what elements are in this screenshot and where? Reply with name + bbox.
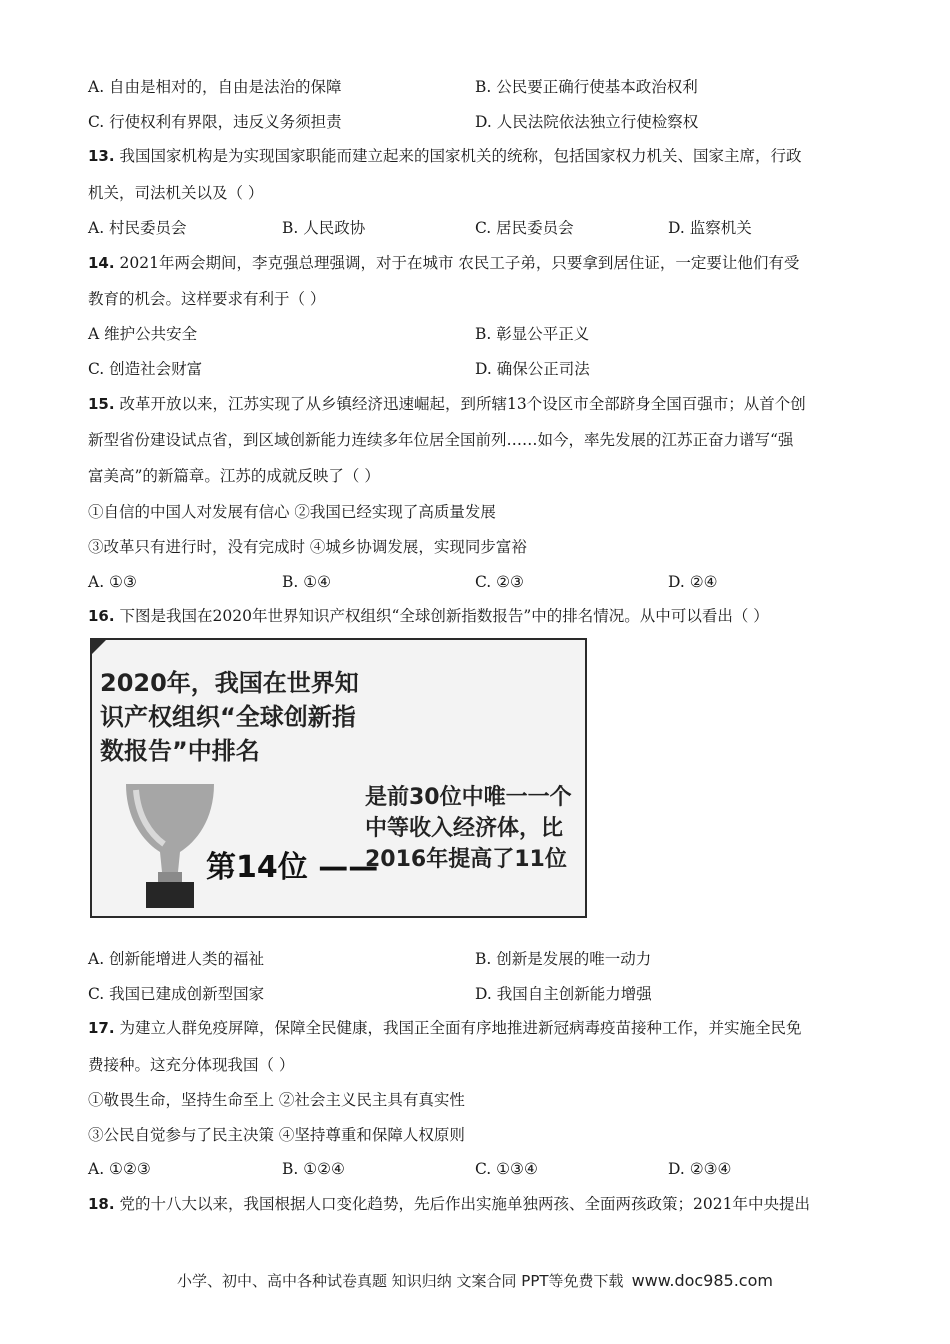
q17-stem-line1 <box>88 1018 802 1038</box>
q15-number: 15. <box>88 395 115 413</box>
trophy-icon <box>122 780 218 910</box>
q16-number: 16. <box>88 607 115 625</box>
q18-stem-line1 <box>88 1194 810 1214</box>
figure-title: 2020年，我国在世界知识产权组织“全球创新指数报告”中排名 <box>100 669 359 765</box>
q17-option-a: A. ①②③ <box>88 1160 151 1178</box>
footer-text: 小学、初中、高中各种试卷真题 知识归纳 文案合同 PPT等免费下载 <box>177 1272 624 1290</box>
q13-option-a: A. 村民委员会 <box>88 219 187 237</box>
q13-option-c: C. 居民委员会 <box>475 219 574 237</box>
q15-statements-1: ①自信的中国人对发展有信心 ②我国已经实现了高质量发展 <box>88 503 496 521</box>
q17-option-d: D. ②③④ <box>668 1160 732 1178</box>
q15-stem-text: 改革开放以来，江苏实现了从乡镇经济迅速崛起，到所辖13个设区市全部跻身全国百强市；从首个创 <box>119 395 806 413</box>
q18-number: 18. <box>88 1195 115 1213</box>
q16-stem-line1 <box>88 606 769 626</box>
q17-stem-text: 为建立人群免疫屏障，保障全民健康，我国正全面有序地推进新冠病毒疫苗接种工作，并实施全民免 <box>119 1019 802 1037</box>
figure-note: 是前30位中唯一一个中等收入经济体，比2016年提高了11位 <box>365 785 572 872</box>
q14-option-a: A 维护公共安全 <box>88 325 198 343</box>
q16-stem-text: 下图是我国在2020年世界知识产权组织“全球创新指数报告”中的排名情况。从中可以看出（ ） <box>119 607 769 625</box>
q12-option-c: C. 行使权利有界限，违反义务须担责 <box>88 113 342 131</box>
q13-stem-line1 <box>88 146 802 166</box>
q15-stem-line2: 新型省份建设试点省，到区域创新能力连续多年位居全国前列……如今，率先发展的江苏正奋力谱写“强 <box>88 431 794 449</box>
q18-stem-text: 党的十八大以来，我国根据人口变化趋势，先后作出实施单独两孩、全面两孩政策；2021年中央提出 <box>119 1195 810 1213</box>
q15-stem-line3: 富美高”的新篇章。江苏的成就反映了（ ） <box>88 467 380 485</box>
q16-option-d: D. 我国自主创新能力增强 <box>475 985 652 1003</box>
q14-stem-line2: 教育的机会。这样要求有利于（ ） <box>88 290 326 308</box>
q13-number: 13. <box>88 147 115 165</box>
q14-option-b: B. 彰显公平正义 <box>475 325 590 343</box>
q12-option-a: A. 自由是相对的，自由是法治的保障 <box>88 78 342 96</box>
q16-option-c: C. 我国已建成创新型国家 <box>88 985 265 1003</box>
q17-stem-line2: 费接种。这充分体现我国（ ） <box>88 1056 295 1074</box>
q14-option-c: C. 创造社会财富 <box>88 360 203 378</box>
q15-statements-2: ③改革只有进行时，没有完成时 ④城乡协调发展，实现同步富裕 <box>88 538 527 556</box>
q16-option-a: A. 创新能增进人类的福祉 <box>88 950 265 968</box>
q15-stem-line1 <box>88 394 806 414</box>
page-footer <box>0 1270 950 1291</box>
q13-option-b: B. 人民政协 <box>282 219 366 237</box>
q13-option-d: D. 监察机关 <box>668 219 752 237</box>
q17-statements-2: ③公民自觉参与了民主决策 ④坚持尊重和保障人权原则 <box>88 1126 465 1144</box>
q15-option-c: C. ②③ <box>475 573 524 591</box>
q14-stem-text: 2021年两会期间，李克强总理强调，对于在城市 农民工子弟，只要拿到居住证，一定要让他们有受 <box>119 254 800 272</box>
q17-option-c: C. ①③④ <box>475 1160 538 1178</box>
q14-number: 14. <box>88 254 115 272</box>
q17-option-b: B. ①②④ <box>282 1160 345 1178</box>
footer-site-link[interactable]: www.doc985.com <box>631 1271 773 1290</box>
q17-statements-1: ①敬畏生命，坚持生命至上 ②社会主义民主具有真实性 <box>88 1091 465 1109</box>
figure-corner-mark <box>92 640 106 654</box>
q13-stem-line2: 机关，司法机关以及（ ） <box>88 184 264 202</box>
q15-option-b: B. ①④ <box>282 573 332 591</box>
q16-option-b: B. 创新是发展的唯一动力 <box>475 950 652 968</box>
q14-option-d: D. 确保公正司法 <box>475 360 590 378</box>
figure-rank: 第14位 —— <box>206 850 379 885</box>
innovation-index-figure <box>90 638 587 918</box>
q12-option-d: D. 人民法院依法独立行使检察权 <box>475 113 699 131</box>
q12-option-b: B. 公民要正确行使基本政治权利 <box>475 78 698 96</box>
q15-option-d: D. ②④ <box>668 573 718 591</box>
q14-stem-line1 <box>88 253 799 273</box>
q15-option-a: A. ①③ <box>88 573 137 591</box>
q17-number: 17. <box>88 1019 115 1037</box>
q13-stem-text: 我国国家机构是为实现国家职能而建立起来的国家机关的统称，包括国家权力机关、国家主席，行政 <box>119 147 802 165</box>
